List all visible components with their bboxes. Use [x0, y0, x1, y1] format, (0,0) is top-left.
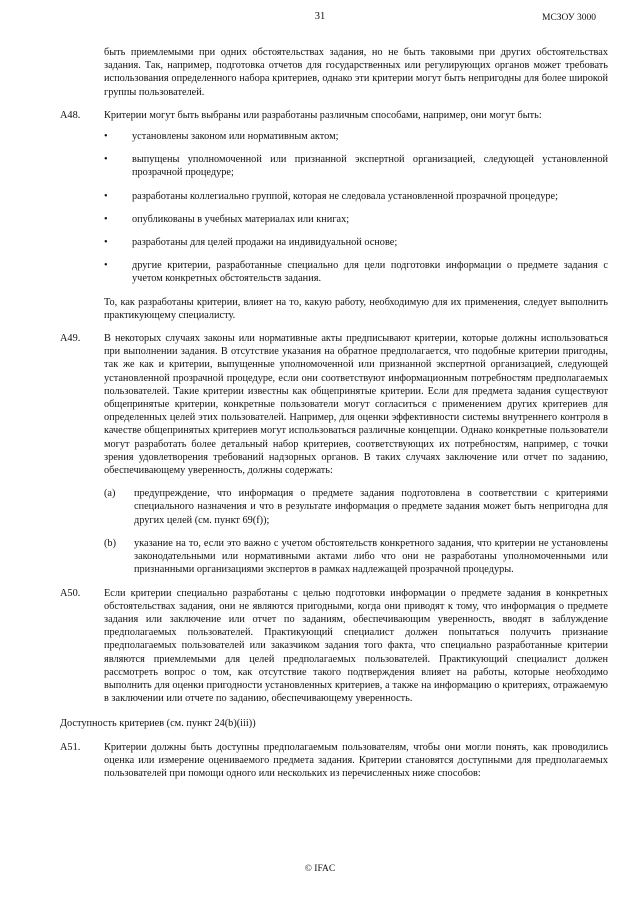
- page-content: [60, 46, 608, 780]
- paragraph-number: A50.: [60, 587, 81, 599]
- bullet-icon: •: [104, 260, 108, 272]
- list-item: • опубликованы в учебных материалах или книгах;: [104, 213, 350, 225]
- intro-paragraph: быть приемлемыми при одних обстоятельствах задания, но не быть таковыми при других обстоятельствах задания. Так, например, подготовка отчетов для государственных или регулирующих органов может требовать использования определенного набора критериев, однако эти критерии могут быть непригодны для более широкой группы пользователей.: [104, 47, 608, 98]
- paragraph-text: В некоторых случаях законы или нормативные акты предписывают критерии, которые должны использоваться при выполнении задания. В отсутствие указания на обратное предполагается, что подобные критерии пригодны, так же как и критерии, выпущенные уполномоченной или признанной экспертной организацией, следующей установленной прозрачной процедуре, если они соответствуют информационным потребностям предполагаемых пользователей. Такие критерии известны как общепринятые критерии. Если для предмета задания существуют общепринятые критерии, конкретные пользователи могут согласиться с применением других критериев для определенных целей этих пользователей. Например, для оценки эффективности системы внутреннего контроля в качестве общепринятых критериев могут использоваться различные концепции. Однако конкретные пользователи могут разработать более детальный набор критериев, соответствующих их потребностям, например, с точки зрения удовлетворения требований надзорных органов. В таких случаях заключение или отчет по заданию, обеспечивающему уверенность, должны содержать:: [104, 333, 608, 477]
- page-number: 31: [314, 11, 326, 22]
- paragraph-a50: [60, 587, 608, 706]
- section-heading: Доступность критериев (см. пункт 24(b)(iii)): [60, 718, 256, 730]
- footer-copyright: © IFAC: [304, 864, 336, 874]
- item-text: предупреждение, что информация о предмете задания подготовлена в соответствии с критериями специального назначения и что в результате информация о предмете задания может быть непригодна для других целей (см. пункт 69(f));: [134, 488, 608, 526]
- paragraph-closing: То, как разработаны критерии, влияет на то, какую работу, необходимую для их применения, следует выполнить практикующему специалисту.: [104, 296, 608, 321]
- list-item: [104, 537, 608, 577]
- bullet-icon: •: [104, 237, 108, 249]
- paragraph-number: A49.: [60, 333, 81, 345]
- item-label: (b): [104, 537, 117, 549]
- list-item: • установлены законом или нормативным актом;: [104, 131, 339, 143]
- bullet-icon: •: [104, 131, 108, 143]
- list-item: • выпущены уполномоченной или признанной экспертной организацией, следующей установленной прозрачной процедуре;: [104, 154, 608, 179]
- list-item: • разработаны для целей продажи на индивидуальной основе;: [104, 237, 398, 249]
- list-item: • разработаны коллегиально группой, которая не следовала установленной прозрачной процедуре;: [104, 190, 558, 202]
- bullet-list: [104, 130, 608, 286]
- paragraph-a51: [60, 741, 608, 781]
- bullet-icon: •: [104, 190, 108, 202]
- paragraph-number: A48.: [60, 109, 81, 121]
- item-text: указание на то, если это важно с учетом обстоятельств конкретного задания, что критерии не установлены законодательными или нормативными актами либо что они не разработаны уполномоченными или признанными организациями экспертов в рамках надлежащей прозрачной процедуры.: [134, 537, 608, 576]
- document-code: МСЗОУ 3000: [542, 13, 596, 23]
- bullet-icon: •: [104, 213, 108, 225]
- list-item: • другие критерии, разработанные специально для цели подготовки информации о предмете задания с учетом конкретных обстоятельств задания.: [104, 260, 608, 285]
- paragraph-text: Если критерии специально разработаны с целью подготовки информации о предмете задания в конкретных обстоятельствах задания, они не являются пригодными, когда они приводят к тому, что информация о предмете задания или заключение или отчет по заданиям, обеспечивающим уверенность, вводят в заблуждение предполагаемых пользователей. Практикующий специалист должен попытаться получить признание предполагаемых пользователей или заказчиком задания того факта, что специально разработанные критерии являются приемлемыми для целей предполагаемых пользователей. Практикующий специалист должен рассмотреть вопрос о том, как отсутствие такого подтверждения влияет на работы, которые необходимо выполнить для оценки пригодности установленных критериев, а также на информацию о критериях, отражаемую в заключении или отчете по заданию, обеспечивающему уверенность.: [104, 587, 608, 705]
- item-label: (a): [104, 488, 116, 500]
- paragraph-a48: [60, 109, 608, 322]
- list-item: [104, 487, 608, 527]
- paragraph-number: A51.: [60, 741, 81, 753]
- bullet-icon: •: [104, 154, 108, 166]
- paragraph-text: Критерии должны быть доступны предполагаемым пользователям, чтобы они могли понять, как проводились оценка или измерение оцениваемого предмета задания. Критерии становятся доступными для предполагаемых пользователей при помощи одного или нескольких из перечисленных ниже способов:: [104, 741, 608, 779]
- paragraph-a49: [60, 332, 608, 576]
- paragraph-text: Критерии могут быть выбраны или разработаны различным способами, например, они могут быть:: [104, 109, 542, 121]
